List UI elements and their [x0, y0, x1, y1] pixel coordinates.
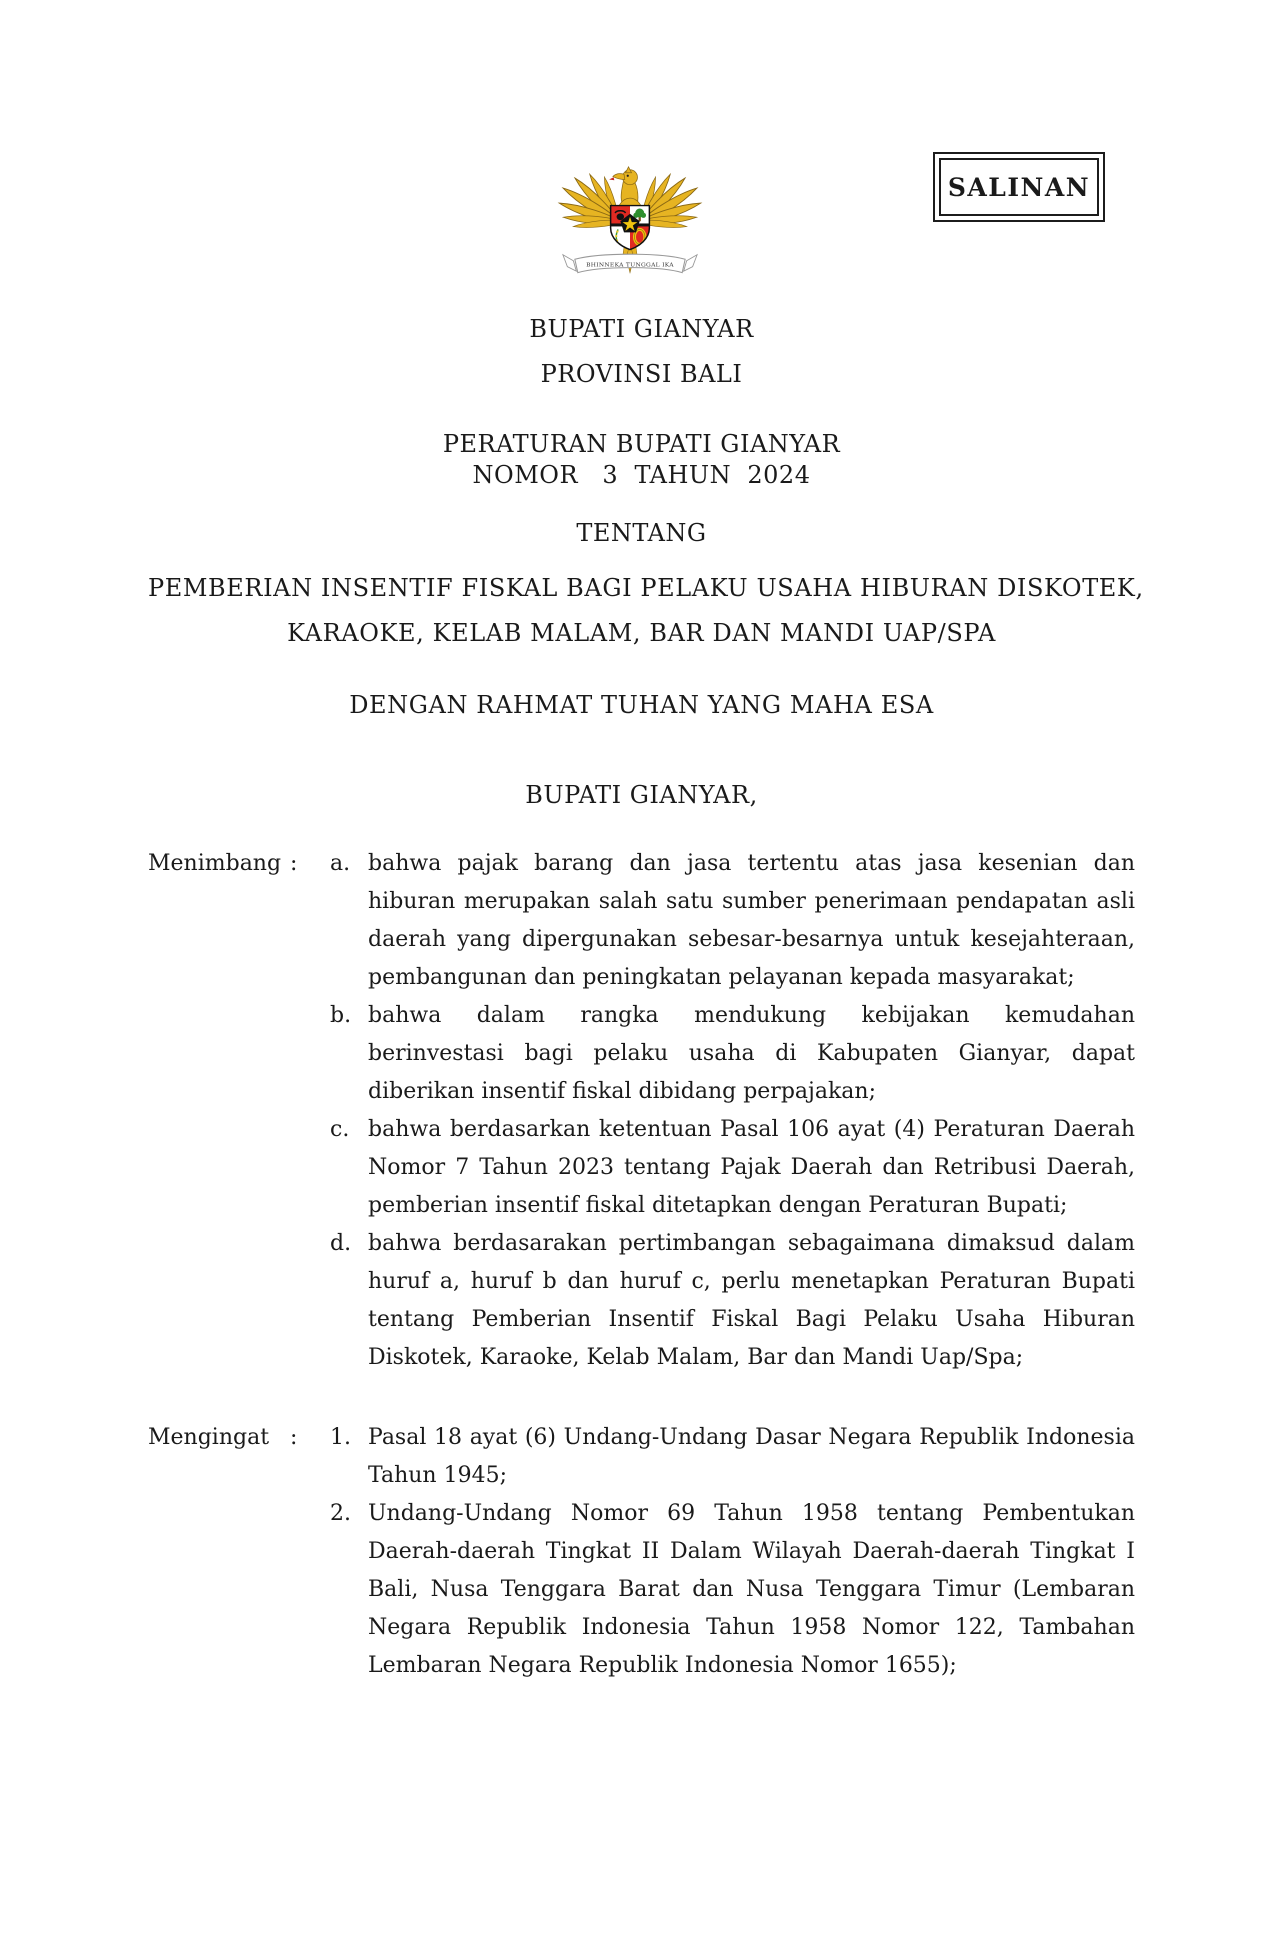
- considering-clause: [148, 845, 1135, 1377]
- item-text: Pasal 18 ayat (6) Undang-Undang Dasar Negara Republik Indonesia Tahun 1945;: [368, 1425, 1135, 1488]
- item-marker: a.: [330, 851, 351, 876]
- regulation-title: PERATURAN BUPATI GIANYAR: [442, 430, 841, 458]
- item-text: Undang-Undang Nomor 69 Tahun 1958 tentang Pembentukan Daerah-daerah Tingkat II Dalam Wilayah Daerah-daerah Tingkat I Bali, Nusa Tenggara Barat dan Nusa Tenggara Timur (Lembaran Negara Republik Indonesia Tahun 1958 Nomor 122, Tambahan Lembaran Negara Republik Indonesia Nomor 1655);: [368, 1501, 1135, 1678]
- office-title: BUPATI GIANYAR: [529, 315, 754, 343]
- salinan-stamp-label: SALINAN: [939, 158, 1099, 216]
- considering-item-b: [330, 997, 1135, 1111]
- province-title: PROVINSI BALI: [540, 360, 743, 388]
- considering-colon: :: [290, 851, 298, 876]
- item-marker: 2.: [330, 1501, 351, 1526]
- clauses-section: [148, 845, 1135, 1685]
- authority-line: BUPATI GIANYAR,: [525, 781, 758, 809]
- remembering-colon: :: [290, 1425, 298, 1450]
- subject-line-1: PEMBERIAN INSENTIF FISKAL BAGI PELAKU USAHA HIBURAN DISKOTEK,: [148, 574, 1144, 602]
- item-marker: 1.: [330, 1425, 351, 1450]
- item-text: bahwa dalam rangka mendukung kebijakan kemudahan berinvestasi bagi pelaku usaha di Kabupaten Gianyar, dapat diberikan insentif fiskal dibidang perpajakan;: [368, 1003, 1135, 1104]
- item-text: bahwa pajak barang dan jasa tertentu atas jasa kesenian dan hiburan merupakan salah satu sumber penerimaan pendapatan asli daerah yang dipergunakan sebesar-besarnya untuk kesejahteraan, pembangunan dan peningkatan pelayanan kepada masyarakat;: [368, 851, 1135, 990]
- salinan-stamp: [933, 152, 1105, 222]
- regulation-number: NOMOR 3 TAHUN 2024: [472, 461, 811, 489]
- remembering-items: [330, 1419, 1135, 1685]
- considering-label: Menimbang: [148, 851, 282, 876]
- grace-line: DENGAN RAHMAT TUHAN YANG MAHA ESA: [349, 691, 934, 719]
- remembering-label: Mengingat: [148, 1425, 270, 1450]
- subject-line-2: KARAOKE, KELAB MALAM, BAR DAN MANDI UAP/SPA: [287, 619, 996, 647]
- remembering-item-1: [330, 1419, 1135, 1495]
- emblem-motto-text: BHINNEKA TUNGGAL IKA: [586, 261, 674, 269]
- considering-item-d: [330, 1225, 1135, 1377]
- item-text: bahwa berdasarkan ketentuan Pasal 106 ayat (4) Peraturan Daerah Nomor 7 Tahun 2023 tentang Pajak Daerah dan Retribusi Daerah, pemberian insentif fiskal ditetapkan dengan Peraturan Bupati;: [368, 1117, 1135, 1218]
- remembering-clause: [148, 1419, 1135, 1685]
- considering-items: [330, 845, 1135, 1377]
- about-label: TENTANG: [576, 519, 707, 547]
- garuda-pancasila-icon: [548, 138, 712, 294]
- considering-item-a: [330, 845, 1135, 997]
- item-marker: d.: [330, 1231, 352, 1256]
- item-marker: c.: [330, 1117, 350, 1142]
- considering-item-c: [330, 1111, 1135, 1225]
- remembering-item-2: [330, 1495, 1135, 1685]
- item-marker: b.: [330, 1003, 352, 1028]
- item-text: bahwa berdasarakan pertimbangan sebagaimana dimaksud dalam huruf a, huruf b dan huruf c, perlu menetapkan Peraturan Bupati tentang Pemberian Insentif Fiskal Bagi Pelaku Usaha Hiburan Diskotek, Karaoke, Kelab Malam, Bar dan Mandi Uap/Spa;: [368, 1231, 1135, 1370]
- garuda-pancasila-emblem: [548, 138, 712, 294]
